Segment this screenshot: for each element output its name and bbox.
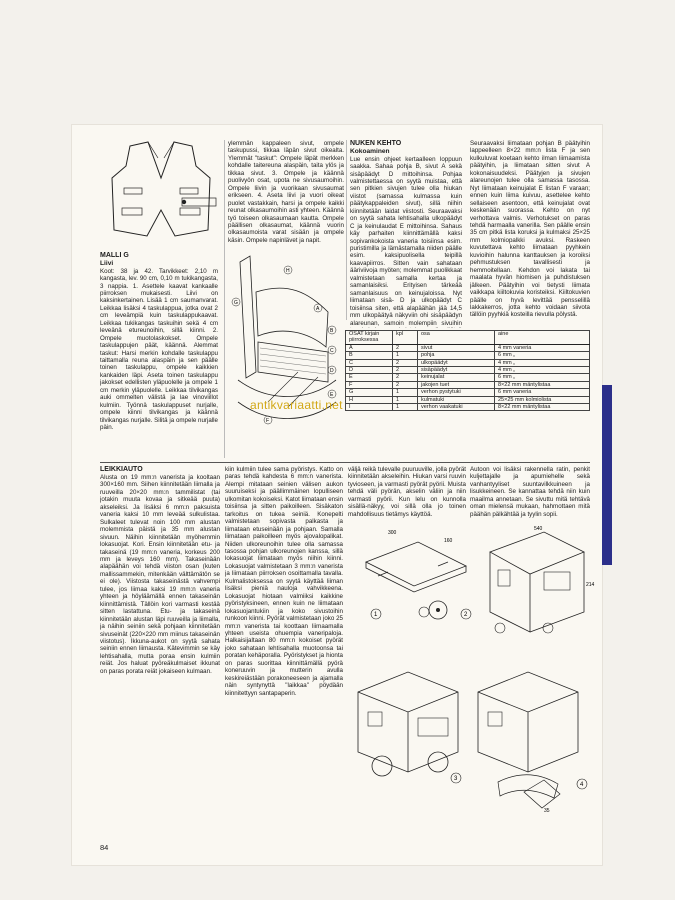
table-cell: 4 mm vaneria [495, 344, 590, 351]
table-cell: kulmatuki [418, 396, 495, 403]
table-cell: ulkopäädyt [418, 359, 495, 366]
cradle-label-e: E [330, 392, 334, 398]
dim-540: 540 [534, 526, 543, 532]
table-cell: sisäpäädyt [418, 367, 495, 374]
vest-body: Koot: 38 ja 42. Tarvikkeet: 2,10 m kangasta, lev. 90 cm, 0,10 m tukikangasta, 3 nappia. 1. Asettele kaavat kankaalle piirroksen mukaisesti. Liivi on kaksinkertainen. Lisää 1 cm saumanvarat. Leikkaa lisäksi 4 taskulappua, jotka ovat 2 cm leveämpiä kuin taskulappukaavat. Leikkaa tukikangas taskuihin sekä 4 cm leveänä etureunoihin, sillä kiinni. 2. Ompele muotolaskokset. Ompele taskulappujen päät, käännä. Alemmat taskut: Harsi merkin kohdalle taskulappu taittamalla reuna alaspäin ja sen päälle toinen taskulappu, ompele kaikkien kankaiden läpi. Aseta toinen taskulappu jakokset edellisten yläpuolelle ja ompele 1 cm merkin yläpuolelle. Leikkaa tilvikangas auki ommelten välistä ja lae vinoviillot kulmiin. Työnnä taskulappuset nurjalle, ompele kiinni tilvikangas ja käännä tilvikangas nurjalle. Silitä ja ompele nurjalle päin. [100, 267, 218, 432]
parts-table [345, 330, 590, 411]
cradle-label-b: B [330, 328, 334, 334]
vest-instructions-continued [228, 140, 344, 248]
parts-header-letter: OSAT kirjain piirroksessa [346, 331, 393, 345]
table-cell: 8×22 mm mäntylistaa [495, 404, 590, 411]
truck-body-continued: kiin kulmiin tulee sama pyöristys. Katto on paras tehdä kahdesta 6 mm:n vanerista. Alempi mitataan seinien välisen aukon suuruiseksi ja päällimmäinen lopulliseen ulkomitan kokoiseksi. Katot liimataan ensin toisiinsa ja sitten paikoilleen. Sisäkaton tarkoitus on tukea seiniä. Konepelti valmistetaan sopivasta palkasta ja liimataan etuseinään ja pohjaan. Samalla liimataan paikoilleen myös ajovalopalikat. Niiden ulkoreunoihin tulee olla samassa tasossa pohjan ulkoreunojen kanssa, sillä lokasuojat liimataan myös niihin kiinni. Lokasuojat valmistetaan 3 mm:n vanerista ja liimataan piirroksen osoittamalla tavalla. Kulmalistoksessa on syytä käyttää liiman lisäksi pieniä nauloja vahvikkeena. Lokasuojat hiotaan valmiiksi kaikkine pyöristyksineen, ennen kuin ne liimataan lokasuojantukiin ja koko sivustoihin runkoon kiinni. Pyörät valmistetaan joko 25 mm:n vanerista tai koottaan liimaamalla yhteen useista ohuempia vaneripaloja. Halkaisijaltaan 80 mm:n kokoiset pyörät joko sahataan lehtisahalla muotoonsa tai poratan kehäporalla. Pyöristykset ja hionta on paras suorittaa kiinnittämällä pyörä koneruuvin ja mutterin avulla keskireiästään porakoneeseen ja ajamalla näin syntynyttä "laikkaa" pöydään kiinnitettyyn santapaperin. [225, 466, 343, 697]
table-row [346, 381, 590, 388]
section-divider [100, 462, 590, 463]
table-cell: 4 mm „ [495, 367, 590, 374]
vest-illustration [100, 138, 222, 248]
vest-body-continued: ylemmän kappaleen sivut, ompele taskupussi, tikkaa läpän sivut oikealta. Ylemmät "taskut": Ompele läpät merkken kohdalle taitereuna alaspäin, taita ylös ja tikkaa sivut. 3. Ompele ja käännä puolivyön osat, upota ne sivusaumoihin. Ompele liivin ja vuorikaan sivusaumat erikseen. 4. Aseta liivi ja vuori oikeat puolet vastakkain, harsi ja ompele kaikki reunat olkasaumoihin asti yhteen. Käännä työ toiseen olkasaumaan kautta. Ompele päällisen olkasaumat, käännä vuorin olkasaumoista varat sisään ja ompele käsin. Ompele napinlävet ja napit. [228, 140, 344, 244]
table-row [346, 367, 590, 374]
step-1-label: 1 [374, 612, 378, 618]
table-cell: 6 mm „ [495, 374, 590, 381]
table-row [346, 396, 590, 403]
page-number: 84 [100, 843, 109, 852]
table-row [346, 374, 590, 381]
column-divider [224, 140, 225, 458]
table-cell: 2 [393, 381, 418, 388]
table-cell: E [346, 374, 393, 381]
table-cell: B [346, 352, 393, 359]
truck-accessories-body: Autoon voi lisäksi rakennella ratin, penkit kuljettajalle ja apumiehelle sekä vanhantyyliset suuntavilkkuineen ja lisukkeineen. Se kannattaa tehdä niin kuin maailma annetaan. Se sivuttu mitä tehtävä oman mielensä mukaan, hahmottaen mitä päähän pälkähtää ja tyylin sopii. [470, 466, 590, 518]
doll-bed-instructions [350, 140, 462, 328]
table-row [346, 359, 590, 366]
step-3-label: 3 [454, 776, 458, 782]
vest-title: Liivi [100, 260, 114, 267]
table-cell: 2 [393, 374, 418, 381]
doll-bed-title: Kokoaminen [350, 148, 390, 155]
dim-160: 160 [444, 538, 453, 544]
table-cell: 2 [393, 344, 418, 351]
parts-table-header [346, 331, 590, 345]
table-cell: F [346, 381, 393, 388]
table-cell: 8×22 mm mäntylistaa [495, 381, 590, 388]
column-divider [346, 140, 347, 320]
parts-header-part: osa [418, 331, 495, 345]
table-cell: 6 mm vaneria [495, 389, 590, 396]
table-cell: H [346, 396, 393, 403]
cradle-label-h: H [286, 268, 290, 274]
table-cell: D [346, 367, 393, 374]
table-cell: 4 mm „ [495, 359, 590, 366]
cradle-label-d: D [330, 368, 334, 374]
cradle-label-a: A [316, 306, 320, 312]
cradle-label-c: C [330, 348, 334, 354]
cradle-label-f: F [266, 418, 270, 424]
table-cell: A [346, 344, 393, 351]
table-row [346, 344, 590, 351]
table-cell: 2 [393, 367, 418, 374]
table-row [346, 389, 590, 396]
table-cell: I [346, 404, 393, 411]
vest-heading: MALLI G [100, 252, 129, 259]
parts-header-count: kpl [393, 331, 418, 345]
truck-body: Alusta on 19 mm:n vanerista ja kooltaan 300×160 mm. Siihen kiinnitetään liimalla ja ruuveilla 20×20 mm:n tammilistat (tai jotakin muuta kovaa ja sitkeää puuta) akseleiksi. Ja lisäksi 6 mm:n paksuista vaneria kaksi 10 mm leveää sulkulistaa. Sulkaleet tulevat noin 100 mm alustan molemmista päistä ja 35 mm alustan sivuun. Näihin kiinnitetään myöhemmin lokasuojat. Kori. Ensin kiinnitetään etu- ja takaseinä (19 mm:n vaneria, korkeus 200 mm ja leveys 160 mm). Takaseinään alapäähän voi tehdä viiston osan (kuten mallissammekin, mitenkään välttämätön se ei ole). Viistosta takaseinästä vahvempi tulee, jos liimaa kaksi 19 mm:n vaneria yhteen ja höyläämällä ennen takaseinän kiinnittämistä. Tällöin kori varmasti kestää sitten lastattuna. Etu- ja takaseinä kiinnitetään alustan läpi ruuveilla ja liimalla, ja näihin seiniin sekä pohjaan kiinnitetään sivuseinät (220×220 mm miinus takaseinän viistotus). Ikkuna-aukot on syytä sahata seiniin ennen liimausta. Kätevimmin se käy lehtisahalla, mutta poraa ensin kulmiin reiät. Jos haluat pyöreäkulmaiset ikkunat on paras porata reiät jokaiseen kulmaan. [100, 474, 220, 675]
dim-35: 35 [544, 808, 550, 814]
truck-instructions-continued [225, 466, 343, 838]
table-cell: keinujalat [418, 374, 495, 381]
table-cell: jakojen tuet [418, 381, 495, 388]
table-cell: G [346, 389, 393, 396]
table-cell: 1 [393, 404, 418, 411]
table-cell: 1 [393, 352, 418, 359]
table-cell: pohja [418, 352, 495, 359]
truck-accessories-text [470, 466, 590, 518]
table-cell: sivut [418, 344, 495, 351]
table-cell: verhon pystytuki [418, 389, 495, 396]
step-4-label: 4 [580, 782, 584, 788]
table-row [346, 404, 590, 411]
table-cell: verhon vaakatuki [418, 404, 495, 411]
truck-assembly-illustration [348, 522, 598, 840]
doll-bed-heading: NUKEN KEHTO [350, 140, 402, 147]
table-cell: C [346, 359, 393, 366]
cradle-illustration [228, 252, 342, 460]
truck-body-end: väljä reikä tulevalle puuruuville, jolla pyörät kiinnitetään akseleihin. Hiukan varsi ruuvin tyvioseen, ja varmasti pyörät pyörii. Muista tehdä väli pyörän, akselin väliin ja niin varmasti pyörii. Kun lelu on kunnolla sisällä-näkyy, voi sillä olla jo toinen mahdollisuus tietämys käyttöä. [348, 466, 466, 518]
parts-header-material: aine [495, 331, 590, 345]
cradle-label-g: G [234, 300, 238, 306]
truck-instructions [100, 466, 220, 838]
page-edge-tab [602, 385, 612, 565]
dim-214: 214 [586, 582, 595, 588]
table-cell: 25×25 mm kolmiolista [495, 396, 590, 403]
table-cell: 2 [393, 359, 418, 366]
truck-instructions-end [348, 466, 466, 518]
step-2-label: 2 [464, 612, 468, 618]
dim-300: 300 [388, 530, 397, 536]
table-cell: 6 mm „ [495, 352, 590, 359]
table-cell: 1 [393, 396, 418, 403]
truck-heading: LEIKKIAUTO [100, 466, 143, 473]
table-row [346, 352, 590, 359]
doll-bed-instructions-continued [470, 140, 590, 328]
table-cell: 1 [393, 389, 418, 396]
doll-bed-body-continued: Seuraavaksi liimataan pohjan B päätyihin lappeelleen 8×22 mm:n lista F ja sen kulkuluvat koetaan kehto ilman liimaamista päätyihin, ja liimataan sitten sivut A kokonaisuudeksi. Päätyjen ja sivujen alareunojen tulee olla samassa tasossa. Nyt liimataan keinujalat E listan F varaan; ennen kuin liima kuivuu, asettelee kehto sellaiseen asentoon, että keinujalat ovat keskenään suorassa. Kehto on nyt verhottava valmis. Verhotukset on paras tehdä harmaalla vanerilla. Sen päälle ensin 35 cm pitkä lista koruksi ja kulmaksi 25×25 mm kolmiopalkki avuksi. Raskeen kuvutettava kehto liimataan pyyhkein kuvioihin halunna kanttauksen ja koroiksi pehmustuksen tavallisesti ja hemmoitellaan. Kehdon voi lakata tai maalata hyvän hiomisen ja puhdistuksen jälkeen. Päätyihin voi tietysti liimata vaikkapa kiiltokuvia koristeiksi. Kiiltokuvien päälle on hyvä levittää pensselillä lakkakerros, jotta kehto voidaan siivota tällöin pyyhkiä kosteilla rievulla pölystä. [470, 140, 590, 319]
doll-bed-body: Lue ensin ohjeet kertaalleen loppuun saakka. Sahaa pohja B, sivut A sekä sisäpäädyt D mittoihinsa. Pohjaa valmistettaessa on syytä muistaa, että sen pitkien sivujen tulee olla hiukan viistot (samassa kulmassa kuin päätykappaleiden sivut), sillä niihin kiinnitetään laidat viistosti. Seuraavaksi on syytä sahata lehtisahalla ulkopäädyt C ja keinulaudat E mittoihinsa. Sahaus käy parhaiten kiinnittämällä kaksi sopivankokoista vaneria toisiinsa esim. puristimilla ja lämästamalla niiden päälle esim. kaksipuolisella teipillä kaavapiirros. Sitten vain sahataan ääriviivoja myöten; molemmat puolikkaat valmistetaan samalla kertaa ja samanlaisiksi. Erityisen tärkeää samanlaisuus on keinujaloissa. Nyt liimataan sisä- D ja ulkopäädyt C toisiinsa siten, että alapäähän jää 14,5 mm ulkopäätyä näkyviin ohi sisäpäädyn alareunan, samoin molempiin sivuihin [350, 155, 462, 327]
watermark-text: antikvariaatti.net [250, 398, 343, 412]
